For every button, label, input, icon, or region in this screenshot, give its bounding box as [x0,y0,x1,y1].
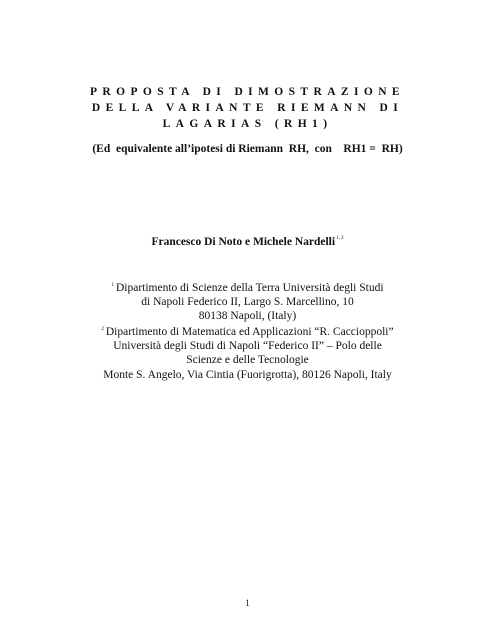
author-affiliation-marks: 1, 2 [336,236,344,241]
author-names: Francesco Di Noto e Michele Nardelli [151,236,336,248]
authors [0,236,495,248]
affiliation-2-marker: 2 [101,327,104,332]
affiliation-1 [0,279,495,324]
title-line-1: PROPOSTA DI DIMOSTRAZIONE [90,86,405,98]
affiliation-1-line-3: 80138 Napoli, (Italy) [198,310,297,323]
page-number: 1 [245,598,250,608]
affiliation-2 [0,323,495,382]
affiliation-2-line-2: Università degli Studi di Napoli “Federico II” – Polo delle [113,340,382,353]
affiliation-2-line-4: Monte S. Angelo, Via Cintia (Fuorigrotta), 80126 Napoli, Italy [103,368,392,381]
affiliation-1-marker: 1 [111,283,114,288]
title-line-3: LAGARIAS (RH1) [162,118,333,130]
affiliation-2-line-1: $^2$ Dipartimento di Matematica ed Applicazioni “R. Caccioppoli” [101,326,394,338]
subtitle: (Ed equivalente all’ipotesi di Riemann RH, con RH1 = RH) [92,143,403,155]
affiliation-1-line-2: di Napoli Federico II, Largo S. Marcellino, 10 [141,296,354,309]
affiliation-2-line-3: Scienze e delle Tecnologie [186,354,309,367]
title-line-2: DELLA VARIANTE RIEMANN DI [91,102,404,114]
affiliation-1-line-1: $^1$ Dipartimento di Scienze della Terra Università degli Studi [111,282,384,294]
